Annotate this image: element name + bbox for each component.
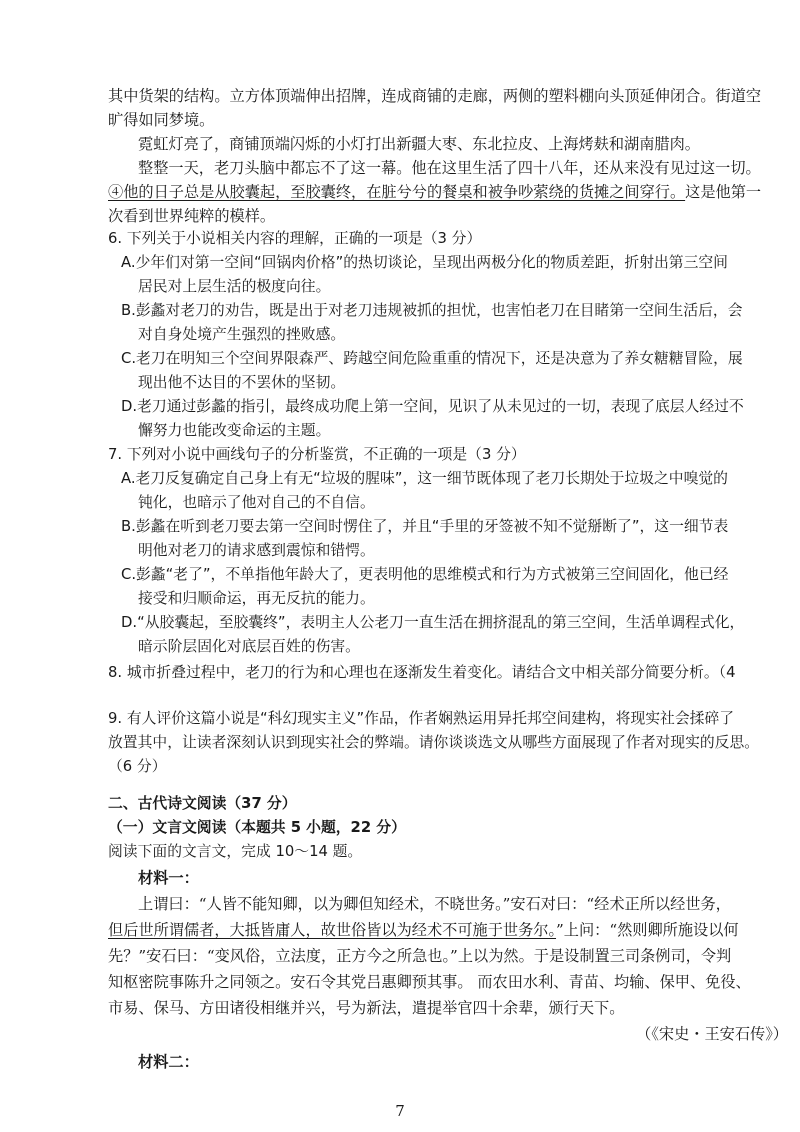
question-6: 6. 下列关于小说相关内容的理解，正确的一项是（3 分） xyxy=(108,230,482,247)
question-8: 8. 城市折叠过程中，老刀的行为和心理也在逐渐发生着变化。请结合文中相关部分简要分析。（4 xyxy=(108,664,736,681)
question-7: 7. 下列对小说中画线句子的分析鉴赏，不正确的一项是（3 分） xyxy=(108,446,526,463)
option-text: 暗示阶层固化对底层百姓的伤害。 xyxy=(138,638,360,655)
option-text: 懈努力也能改变命运的主题。 xyxy=(138,422,331,439)
classical-text-line: 上谓曰：“人皆不能知卿，以为卿但知经术，不晓世务。”安石对曰：“经术正所以经世务， xyxy=(138,895,731,913)
question-9-score: （6 分） xyxy=(108,758,167,775)
subsection-heading: （一）文言文阅读（本题共 5 小题，22 分） xyxy=(108,819,406,836)
section-heading: 二、古代诗文阅读（37 分） xyxy=(108,795,297,812)
underlined-sentence-4: ④他的日子总是从胶囊起，至胶囊终，在脏兮兮的餐桌和被争吵萦绕的货摊之间穿行。 xyxy=(108,183,686,201)
passage-line: 霓虹灯亮了，商铺顶端闪烁的小灯打出新疆大枣、东北拉皮、上海烤麸和湖南腊肉。 xyxy=(138,135,700,153)
option-7c: C.彭蠡“老了”，不单指他年龄大了，更表明他的思维模式和行为方式被第三空间固化，他已经 xyxy=(121,566,729,583)
passage-line: 整整一天，老刀头脑中都忘不了这一幕。他在这里生活了四十八年，还从来没有见过这一切。 xyxy=(138,159,761,177)
option-7d: D.“从胶囊起，至胶囊终”，表明主人公老刀一直生活在拥挤混乱的第三空间，生活单调程式化， xyxy=(121,614,745,631)
passage-line: 其中货架的结构。立方体顶端伸出招牌，连成商铺的走廊，两侧的塑料棚向头顶延伸闭合。街道空 xyxy=(108,87,762,105)
option-7b: B.彭蠡在听到老刀要去第一空间时愣住了，并且“手里的牙签被不知不觉掰断了”，这一细节表 xyxy=(121,518,729,535)
passage-line-underlined xyxy=(108,181,761,203)
passage-text: 这是他第一 xyxy=(685,183,762,201)
underlined-sentence: 但后世所谓儒者，大抵皆庸人，故世俗皆以为经术不可施于世务尔。 xyxy=(108,921,557,939)
option-text: 对自身处境产生强烈的挫败感。 xyxy=(138,326,346,343)
classical-text-line-underlined xyxy=(108,919,739,941)
instruction: 阅读下面的文言文，完成 10～14 题。 xyxy=(108,843,363,860)
option-7a: A.老刀反复确定自己身上有无“垃圾的腥味”，这一细节既体现了老刀长期处于垃圾之中嗅觉的 xyxy=(121,470,728,487)
option-text: 现出他不达目的不罢休的坚韧。 xyxy=(138,374,346,391)
option-text: 钝化，也暗示了他对自己的不自信。 xyxy=(138,494,375,511)
passage-line: 旷得如同梦境。 xyxy=(108,111,215,129)
material-2-label: 材料二： xyxy=(138,1053,199,1071)
option-6b: B.彭蠡对老刀的劝告，既是出于对老刀违规被抓的担忧，也害怕老刀在目睹第一空间生活后，会 xyxy=(121,302,743,319)
question-9: 9. 有人评价这篇小说是“科幻现实主义”作品，作者娴熟运用异托邦空间建构，将现实社会揉碎了 xyxy=(108,710,735,727)
classical-text: ”上问：“然则卿所施设以何 xyxy=(556,921,739,939)
source-citation: （《宋史・王安石传》） xyxy=(636,1025,788,1043)
option-text: 居民对上层生活的极度向往。 xyxy=(138,278,331,295)
option-6c: C.老刀在明知三个空间界限森严、跨越空间危险重重的情况下，还是决意为了养女糖糖冒险，展 xyxy=(121,350,743,367)
classical-text-line: 知枢密院事陈升之同领之。安石令其党吕惠卿预其事。 而农田水利、青苗、均输、保甲、免役、 xyxy=(108,973,751,991)
option-6a: A.少年们对第一空间“回锅肉价格”的热切谈论，呈现出两极分化的物质差距，折射出第三空间 xyxy=(121,254,728,271)
option-text: 明他对老刀的请求感到震惊和错愕。 xyxy=(138,542,375,559)
question-9-cont: 放置其中，让读者深刻认识到现实社会的弊端。请你谈谈选文从哪些方面展现了作者对现实的反思。 xyxy=(108,734,760,751)
material-1-label: 材料一： xyxy=(138,869,199,887)
option-text: 接受和归顺命运，再无反抗的能力。 xyxy=(138,590,375,607)
option-6d: D.老刀通过彭蠡的指引，最终成功爬上第一空间，见识了从未见过的一切，表现了底层人经过不 xyxy=(121,398,744,415)
classical-text-line: 市易、保马、方田诸役相继并兴，号为新法，遣提举官四十余辈，颁行天下。 xyxy=(108,999,625,1017)
classical-text-line: 先？”安石曰：“变风俗，立法度，正方今之所急也。”上以为然。于是设制置三司条例司，令判 xyxy=(108,947,732,965)
page-number: 7 xyxy=(395,1102,405,1120)
passage-line: 次看到世界纯粹的模样。 xyxy=(108,207,276,225)
